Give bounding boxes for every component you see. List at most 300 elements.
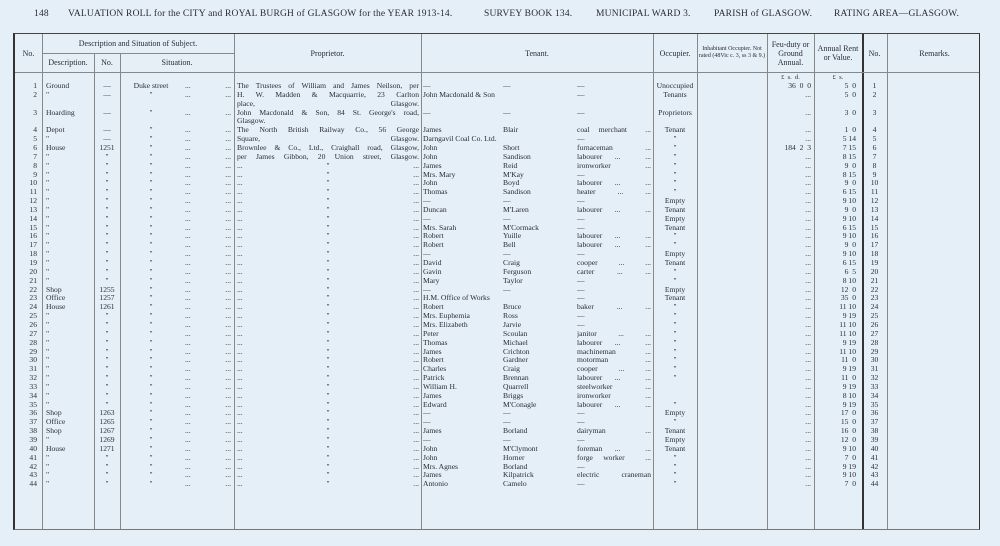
table-row [15,320,982,329]
tenant-occupation: — [577,408,585,418]
table-row [15,435,982,444]
house-number: " [105,346,109,356]
proprietor: ... " ... [237,390,419,400]
tenant-first-name: Mrs. Mary [423,169,456,179]
situation: " [149,178,153,188]
feu-duty: ... [805,452,811,462]
tenant-occupation: electric craneman [577,470,651,480]
tenant-first-name: — [423,408,431,418]
house-number: — [103,89,111,99]
situation-leader-dots: ... ... [185,311,231,321]
tenant-surname: M'Laren [503,204,529,214]
tenant-first-name: — [423,196,431,206]
proprietor: ... " ... [237,373,419,383]
occupier: Tenant [664,204,686,214]
situation: Duke street [133,81,169,90]
situation: " [149,142,153,152]
row-number-right: 10 [870,178,879,188]
situation: " [149,293,153,303]
annual-value: 5 0 [844,81,856,90]
situation: " [149,284,153,294]
description: " [46,178,50,188]
situation: " [149,107,153,117]
proprietor: ... " ... [237,258,419,267]
description: Shop [46,426,62,436]
tenant-first-name: John [423,452,438,462]
situation-leader-dots: ... ... [185,134,231,144]
tenant-surname: Borland [503,461,528,471]
tenant-occupation: — [577,89,585,99]
table-row [15,276,982,285]
row-number: 41 [29,452,37,462]
table-row [15,143,982,152]
tenant-first-name: Mrs. Euphemia [423,311,470,321]
table-row [15,152,982,161]
tenant-first-name: — [423,107,431,117]
proprietor: ... " ... [237,346,419,356]
annual-value: 8 15 [842,169,856,179]
tenant-surname: Reid [503,160,518,170]
annual-value: 9 0 [844,160,856,170]
situation: " [149,160,153,170]
situation-leader-dots: ... ... [185,178,231,188]
row-number: 30 [29,355,37,365]
feu-duty: ... [805,89,811,99]
tenant-occupation: labourer ... ... [577,399,651,409]
description: " [46,266,50,276]
proprietor: ... " ... [237,275,419,285]
situation: " [149,337,153,347]
annual-value: 11 10 [839,319,856,329]
situation: " [149,151,153,161]
annual-value: 9 19 [842,399,856,409]
situation-leader-dots: ... ... [185,435,231,444]
occupier: " [673,479,677,489]
table-row [15,249,982,258]
row-number-right: 44 [870,479,879,489]
house-number: " [105,470,109,480]
row-number-right: 2 [872,89,877,99]
situation-leader-dots: ... ... [185,381,231,391]
tenant-surname: Taylor [503,275,523,285]
row-number: 25 [29,311,37,321]
row-number: 12 [29,196,37,206]
col-rent: Annual Rent or Value. [817,44,859,62]
description: " [46,479,50,489]
proprietor: Glasgow. [237,116,266,126]
proprietor: ... " ... [237,204,419,214]
table-row [15,187,982,196]
proprietor: ... " ... [237,311,419,321]
annual-value: 6 15 [842,258,856,267]
situation-leader-dots: ... ... [185,337,231,347]
feu-duty: ... [805,443,811,453]
occupier: " [673,337,677,347]
tenant-first-name: — [423,213,431,223]
description: Office [46,417,66,427]
situation: " [149,311,153,321]
table-row [15,134,982,143]
situation: " [149,275,153,285]
row-number-right: 39 [870,435,879,444]
col-description: Description. [48,58,88,67]
tenant-first-name: Mrs. Sarah [423,222,457,232]
row-number-right: 1 [872,81,877,90]
tenant-surname: — [503,213,511,223]
house-number: — [103,125,111,135]
description: " [46,461,50,471]
table-row [15,382,982,391]
annual-value: 11 0 [841,355,856,365]
row-number-right: 14 [870,213,879,223]
proprietor: ... " ... [237,479,419,489]
situation: " [149,408,153,418]
feu-duty: ... [805,204,811,214]
situation-leader-dots: ... ... [185,258,231,267]
situation-leader-dots: ... ... [185,390,231,400]
situation-leader-dots: ... ... [185,293,231,303]
tenant-occupation: — [577,222,585,232]
feu-duty: ... [805,364,811,374]
situation: " [149,134,153,144]
row-number-right: 41 [870,452,879,462]
row-number: 1 [33,81,37,90]
situation-leader-dots: ... ... [185,240,231,250]
table-row [15,391,982,400]
row-number-right: 7 [872,151,877,161]
table-row [15,347,982,356]
tenant-occupation: forge worker ... [577,452,651,462]
row-number-right: 4 [872,125,877,135]
situation-leader-dots: ... ... [185,373,231,383]
proprietor: ... " ... [237,355,419,365]
occupier: Empty [664,435,686,444]
situation-leader-dots: ... ... [185,160,231,170]
tenant-surname: M'Clymont [503,443,538,453]
proprietor: Square, Glasgow. [237,134,419,144]
house-number: " [105,151,109,161]
annual-value: 7 15 [842,142,856,152]
proprietor: ... " ... [237,284,419,294]
description: " [46,399,50,409]
situation: " [149,470,153,480]
tenant-surname: Yuille [503,231,522,241]
feu-duty: ... [805,302,811,312]
description: Depot [46,125,65,135]
feu-duty: 184 2 3 [784,142,811,152]
proprietor: ... " ... [237,426,419,436]
description: " [46,373,50,383]
row-number: 39 [29,435,37,444]
situation: " [149,249,153,259]
tenant-occupation: machineman ... [577,346,651,356]
situation: " [149,240,153,250]
proprietor: Brownlee & Co., Ltd., Craighall road, Glasgow, [237,142,419,152]
tenant-occupation: — [577,107,585,117]
occupier: " [673,355,677,365]
tenant-occupation: — [577,81,585,90]
feu-duty: ... [805,266,811,276]
situation-leader-dots: ... ... [185,213,231,223]
tenant-occupation: cooper ... ... [577,258,651,267]
proprietor: ... " ... [237,337,419,347]
proprietor: ... " ... [237,443,419,453]
tenant-first-name: Antonio [423,479,448,489]
col-desc-group: Description and Situation of Subject. [78,39,198,48]
tenant-first-name: Gavin [423,266,442,276]
proprietor: ... " ... [237,461,419,471]
table-row [15,267,982,276]
house-number: " [105,178,109,188]
annual-value: 5 14 [842,134,856,144]
situation: " [149,319,153,329]
tenant-occupation: coal merchant ... [577,125,651,135]
row-number: 16 [29,231,37,241]
row-number-right: 22 [870,284,879,294]
description: " [46,381,50,391]
occupier: " [673,319,677,329]
rating-area: RATING AREA—GLASGOW. [834,9,960,19]
tenant-first-name: Robert [423,240,444,250]
tenant-occupation: — [577,249,585,259]
feu-duty: ... [805,381,811,391]
house-number: " [105,275,109,285]
house-number: " [105,479,109,489]
table-row [15,479,982,488]
row-number: 18 [29,249,37,259]
house-number: " [105,222,109,232]
feu-duty: ... [805,231,811,241]
tenant-first-name: Edward [423,399,447,409]
row-number-right: 30 [870,355,879,365]
occupier: " [673,266,677,276]
house-number: " [105,266,109,276]
house-number: " [105,461,109,471]
tenant-occupation: ironworker ... [577,160,651,170]
situation-leader-dots: ... ... [185,107,231,117]
proprietor: ... " ... [237,169,419,179]
row-number: 3 [33,107,37,117]
annual-value: 9 0 [844,178,856,188]
situation: " [149,435,153,444]
table-row [15,364,982,373]
proprietor: ... " ... [237,452,419,462]
description: " [46,258,50,267]
house-number: " [105,381,109,391]
situation-leader-dots: ... ... [185,204,231,214]
row-number: 8 [33,160,37,170]
feu-duty: ... [805,328,811,338]
proprietor: ... " ... [237,435,419,444]
description: Hoarding [46,107,75,117]
tenant-first-name: Thomas [423,187,448,197]
tenant-surname: — [503,284,511,294]
tenant-occupation: carter ... ... [577,266,651,276]
tenant-occupation: labourer ... ... [577,231,651,241]
parish: PARISH of GLASGOW. [714,9,813,19]
tenant-first-name: James [423,125,442,135]
description: Ground [46,81,70,90]
description: " [46,204,50,214]
house-number: " [105,213,109,223]
tenant-occupation: labourer ... ... [577,240,651,250]
row-number-right: 16 [870,231,879,241]
row-number-right: 5 [872,134,877,144]
col-proprietor: Proprietor. [310,48,345,58]
occupier: Tenants [663,89,687,99]
feu-duty: ... [805,178,811,188]
row-number-right: 19 [870,258,879,267]
occupier: " [673,134,677,144]
annual-value: 11 0 [841,373,856,383]
description: " [46,452,50,462]
feu-duty: ... [805,293,811,303]
tenant-surname: Jarvie [503,319,522,329]
tenant-occupation: labourer ... ... [577,373,651,383]
tenant-occupation: labourer ... ... [577,151,651,161]
feu-duty: ... [805,373,811,383]
table-row [15,108,982,117]
feu-duty: ... [805,426,811,436]
table-row [15,231,982,240]
tenant-occupation: labourer ... ... [577,337,651,347]
feu-duty: ... [805,125,811,135]
situation: " [149,373,153,383]
tenant-surname: Michael [503,337,528,347]
occupier: Empty [664,196,686,206]
occupier: " [673,160,677,170]
tenant-first-name: Mrs. Elizabeth [423,319,468,329]
occupier: " [673,346,677,356]
house-number: " [105,328,109,338]
annual-value: 9 19 [842,337,856,347]
occupier: Proprietors [658,107,692,117]
proprietor: ... " ... [237,231,419,241]
tenant-first-name: Charles [423,364,447,374]
situation: " [149,479,153,489]
page-number: 148 [34,9,49,19]
row-number: 42 [29,461,37,471]
valuation-table [13,33,980,530]
proprietor: ... " ... [237,196,419,206]
situation-leader-dots: ... ... [185,479,231,489]
tenant-occupation: — [577,293,585,303]
description: " [46,169,50,179]
house-number: — [103,107,111,117]
tenant-first-name: David [423,258,442,267]
proprietor: ... " ... [237,399,419,409]
annual-value: 8 15 [842,151,856,161]
feu-duty: ... [805,107,811,117]
occupier: " [673,373,677,383]
description: " [46,319,50,329]
tenant-first-name: H.M. Office of Works [423,293,490,303]
annual-value: 9 10 [842,443,856,453]
occupier: " [673,187,677,197]
table-row [15,285,982,294]
row-number: 27 [29,328,37,338]
description: " [46,160,50,170]
tenant-surname: Brennan [503,373,529,383]
situation: " [149,461,153,471]
row-number-right: 31 [870,364,879,374]
feu-duty: ... [805,222,811,232]
row-number: 29 [29,346,37,356]
table-row [15,161,982,170]
occupier: " [673,275,677,285]
situation: " [149,187,153,197]
tenant-occupation: — [577,196,585,206]
annual-value: 7 0 [844,452,856,462]
feu-duty: ... [805,284,811,294]
proprietor: ... " ... [237,187,419,197]
house-number: " [105,390,109,400]
tenant-occupation: foreman ... ... [577,443,651,453]
feu-duty: ... [805,346,811,356]
table-row [15,329,982,338]
occupier: " [673,328,677,338]
occupier: " [673,364,677,374]
row-number: 43 [29,470,37,480]
description: " [46,346,50,356]
row-number-right: 33 [870,381,879,391]
description: " [46,240,50,250]
occupier: " [673,461,677,471]
tenant-surname: — [503,107,511,117]
annual-value: 9 19 [842,381,856,391]
tenant-occupation: — [577,319,585,329]
tenant-first-name: Robert [423,302,444,312]
table-row [15,408,982,417]
row-number-right: 32 [870,373,879,383]
situation: " [149,125,153,135]
tenant-first-name: James [423,160,442,170]
house-number: 1261 [99,302,115,312]
description: " [46,213,50,223]
description: " [46,311,50,321]
tenant-surname: Craig [503,258,520,267]
row-number-right: 43 [870,470,879,480]
tenant-first-name: Mrs. Agnes [423,461,459,471]
description: " [46,355,50,365]
situation: " [149,302,153,312]
row-number: 5 [33,134,37,144]
row-number-right: 38 [870,426,879,436]
situation-leader-dots: ... ... [185,196,231,206]
table-row [15,170,982,179]
row-number-right: 25 [870,311,879,321]
tenant-occupation: janitor ... ... [577,328,651,338]
description: Shop [46,408,62,418]
situation-leader-dots: ... ... [185,408,231,418]
tenant-occupation: — [577,461,585,471]
annual-value: 9 19 [842,461,856,471]
feu-duty: ... [805,151,811,161]
annual-value: 11 10 [839,346,856,356]
occupier: Tenant [664,426,686,436]
occupier: " [673,302,677,312]
proprietor: ... " ... [237,249,419,259]
annual-value: 16 0 [840,426,856,436]
row-number: 7 [33,151,37,161]
row-number: 10 [29,178,37,188]
situation: " [149,266,153,276]
tenant-surname: — [503,81,511,90]
occupier: Unoccupied [656,81,694,90]
occupier: Empty [664,408,686,418]
house-number: " [105,249,109,259]
row-number-right: 12 [870,196,879,206]
